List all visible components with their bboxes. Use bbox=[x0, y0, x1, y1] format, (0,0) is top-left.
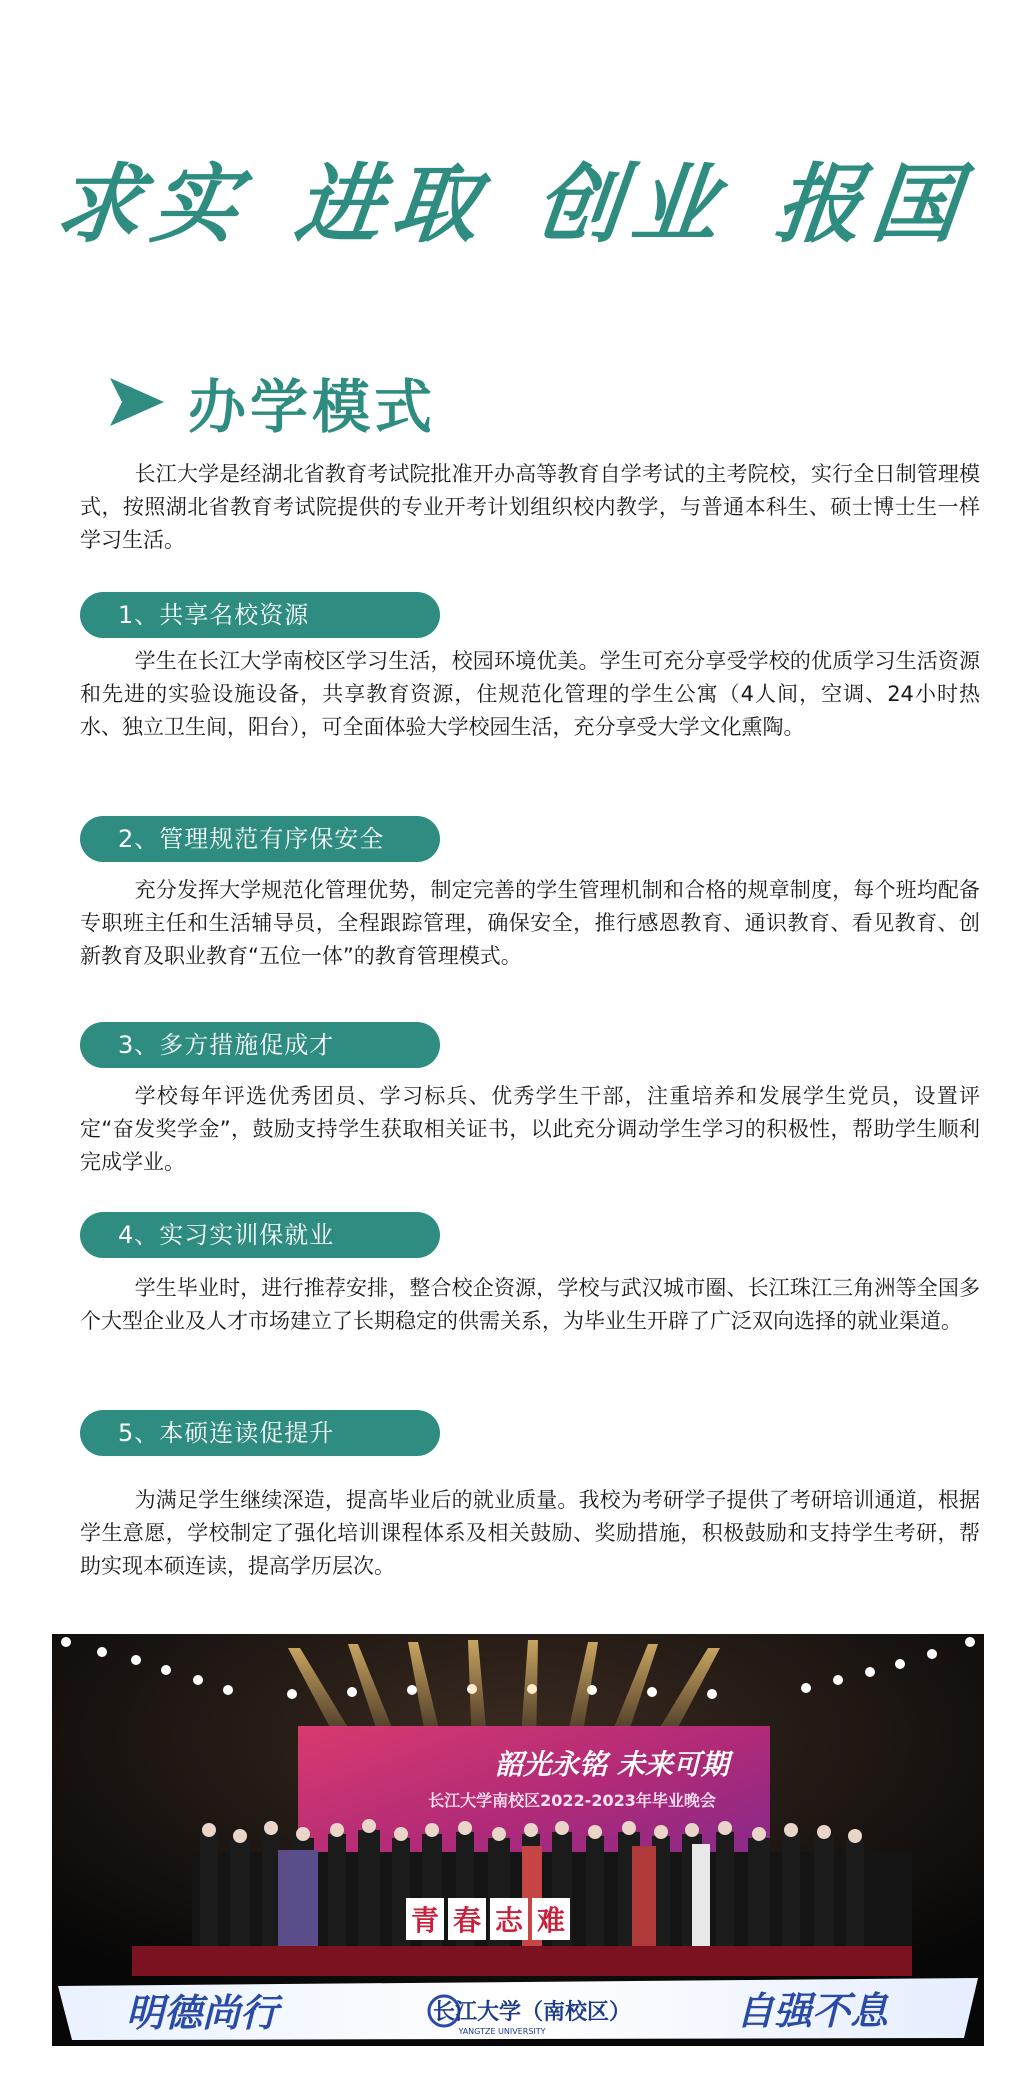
banner-logo-en: YANGTZE UNIVERSITY bbox=[458, 2027, 546, 2036]
item-heading-1: 1、共享名校资源 bbox=[80, 592, 440, 638]
sign-char: 难 bbox=[536, 1904, 566, 1937]
item-text-2: 充分发挥大学规范化管理优势，制定完善的学生管理机制和合格的规章制度，每个班均配备专职班主任和生活辅导员，全程跟踪管理，确保安全，推行感恩教育、通识教育、看见教育、创新教育及职业教育“五位一体”的教育管理模式。 bbox=[80, 878, 980, 968]
item-text-5: 为满足学生继续深造，提高毕业后的就业质量。我校为考研学子提供了考研培训通道，根据学生意愿，学校制定了强化培训课程体系及相关鼓励、奖励措施，积极鼓励和支持学生考研，帮助实现本硕连读，提高学历层次。 bbox=[80, 1488, 980, 1578]
item-heading-5: 5、本硕连读促提升 bbox=[80, 1410, 440, 1456]
backdrop-title: 韶光永铭 未来可期 bbox=[495, 1748, 729, 1781]
banner-right-text: 自强不息 bbox=[735, 1988, 889, 2033]
item-text-1: 学生在长江大学南校区学习生活，校园环境优美。学生可充分享受学校的优质学习生活资源和先进的实验设施设备，共享教育资源，住规范化管理的学生公寓（4人间，空调、24小时热水、独立卫生间，阳台），可全面体验大学校园生活，充分享受大学文化熏陶。 bbox=[80, 649, 980, 739]
motto-banner bbox=[0, 150, 1024, 260]
motto-word: 报国 bbox=[770, 154, 974, 255]
item-heading-2: 2、管理规范有序保安全 bbox=[80, 816, 440, 862]
intro-paragraph: 长江大学是经湖北省教育考试院批准开办高等教育自学考试的主考院校，实行全日制管理模式，按照湖北省教育考试院提供的专业开考计划组织校内教学，与普通本科生、硕士博士生一样学习生活。 bbox=[80, 462, 980, 552]
item-heading-4: 4、实习实训保就业 bbox=[80, 1212, 440, 1258]
item-heading-3: 3、多方措施促成才 bbox=[80, 1022, 440, 1068]
banner-left-text: 明德尚行 bbox=[125, 1990, 279, 2035]
section-title-text: 办学模式 bbox=[188, 373, 437, 441]
section-title bbox=[108, 364, 436, 440]
item-text-3: 学校每年评选优秀团员、学习标兵、优秀学生干部，注重培养和发展学生党员，设置评定“奋发奖学金”，鼓励支持学生获取相关证书，以此充分调动学生学习的积极性，帮助学生顺利完成学业。 bbox=[80, 1084, 980, 1174]
sign-char: 青 bbox=[410, 1904, 440, 1937]
arrow-right-icon bbox=[108, 374, 166, 430]
motto-word: 创业 bbox=[530, 154, 734, 255]
sign-char: 志 bbox=[494, 1904, 524, 1937]
item-text-4: 学生毕业时，进行推荐安排，整合校企资源，学校与武汉城市圈、长江珠江三角洲等全国多个大型企业及人才市场建立了长期稳定的供需关系，为毕业生开辟了广泛双向选择的就业渠道。 bbox=[80, 1276, 980, 1333]
sign-char: 春 bbox=[452, 1904, 482, 1937]
motto-word: 进取 bbox=[290, 154, 494, 255]
motto-word: 求实 bbox=[50, 154, 254, 255]
backdrop-subtitle: 长江大学南校区2022-2023年毕业晚会 bbox=[428, 1791, 716, 1810]
graduation-photo bbox=[52, 1634, 984, 2046]
banner-logo-text: 长江大学（南校区） bbox=[432, 1999, 632, 2025]
